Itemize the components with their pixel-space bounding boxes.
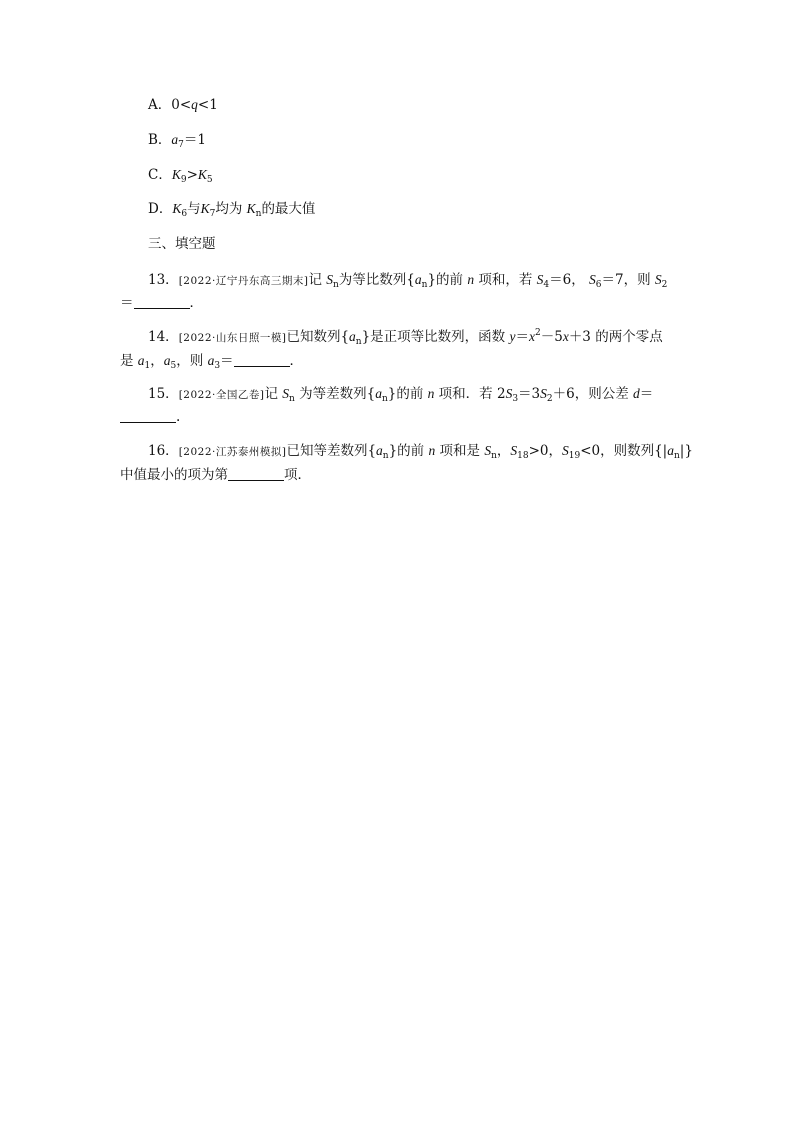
section-title: 三、填空题 — [148, 236, 216, 252]
option-d: D．$K_6$与$K_7$均为 $K_n$的最大值 — [148, 201, 316, 219]
question-14-line-2: 是 $a_1$，$a_5$，则 $a_3=$ ． — [120, 353, 304, 371]
answer-blank — [134, 296, 190, 309]
question-16-source: [2022·江苏泰州模拟] — [178, 446, 287, 458]
question-13-source: [2022·辽宁丹东高三期末] — [178, 275, 309, 287]
question-14-line-1: 14．[2022·山东日照一模]已知数列$\{a_n\}$是正项等比数列，函数 $y=x^2-5x+3$ 的两个零点 — [148, 328, 663, 347]
question-15-line-2: . — [120, 408, 180, 426]
answer-blank — [234, 354, 290, 367]
question-13-line-2: ＝ ． — [120, 295, 203, 311]
option-c: C．$K_9>K_5$ — [148, 167, 213, 185]
answer-blank — [228, 468, 284, 481]
option-a: A．0<q<1 — [148, 97, 218, 113]
option-b: B．$a_7=1$ — [148, 132, 206, 150]
answer-blank — [120, 410, 176, 423]
question-15-line-1: 15．[2022·全国乙卷]记 $S_n$ 为等差数列$\{a_n\}$的前 n 项和．若 $2S_3=3S_2+6$，则公差 d＝ — [148, 386, 654, 404]
question-15-source: [2022·全国乙卷] — [178, 389, 265, 401]
question-14-source: [2022·山东日照一模] — [178, 332, 287, 344]
question-16-line-2: 中值最小的项为第 项． — [120, 467, 311, 483]
question-16-line-1: 16．[2022·江苏泰州模拟]已知等差数列$\{a_n\}$的前 n 项和是 $S_n$，$S_{18}>0$，$S_{19}<0$，则数列$\{|a_n|\}$ — [148, 443, 693, 461]
question-13-line-1: 13．[2022·辽宁丹东高三期末]记 $S_n$为等比数列$\{a_n\}$的前 n 项和，若 $S_4=6$， $S_6=7$，则 $S_2$ — [148, 272, 668, 290]
